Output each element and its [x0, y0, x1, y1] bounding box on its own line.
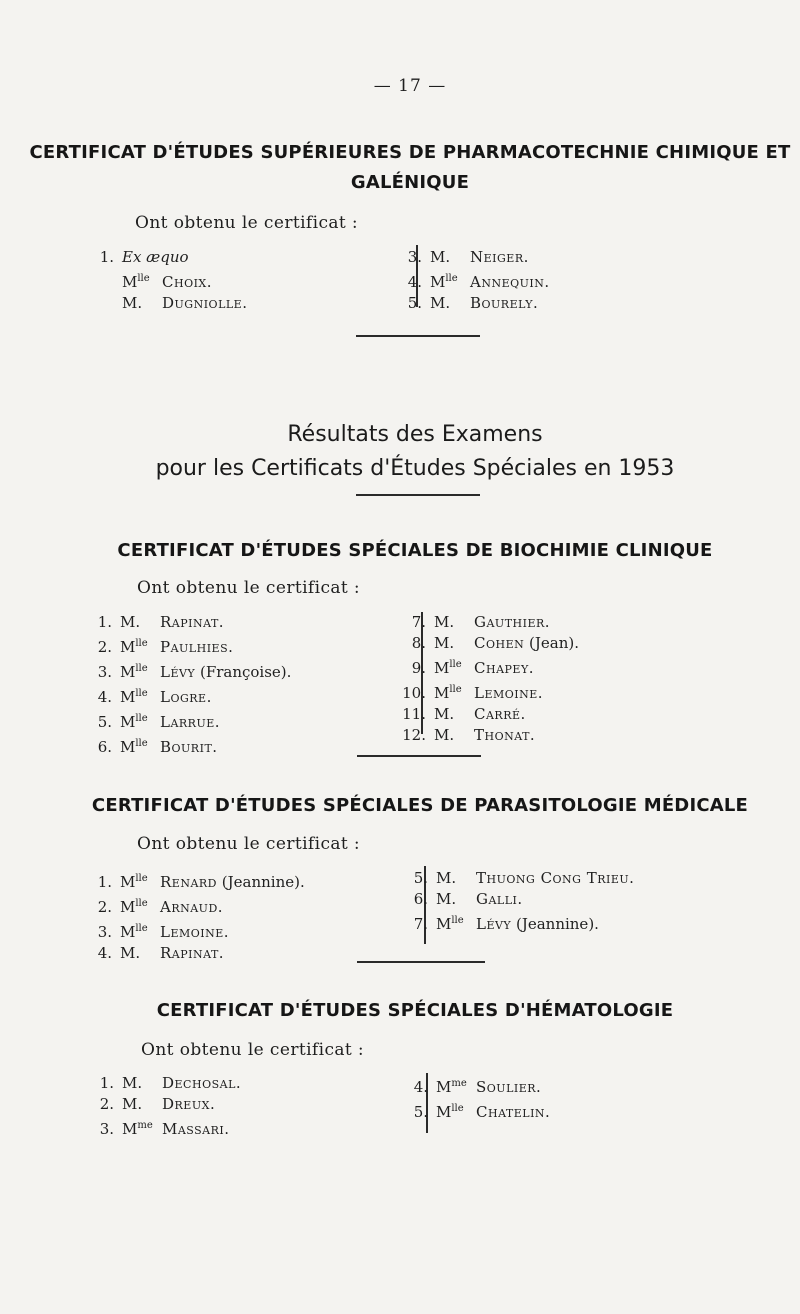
list-item: [88, 1073, 241, 1094]
given-name: (Jeannine).: [217, 873, 305, 891]
separator-rule: [357, 961, 485, 963]
item-number: 5.: [407, 294, 422, 312]
honorific: M.: [120, 944, 141, 962]
person-name: Bourit.: [160, 738, 218, 756]
left-list: [86, 868, 305, 964]
person-name: Paulhies.: [160, 638, 234, 656]
honorific: $M^{lle}$: [434, 684, 462, 702]
list-item: [402, 889, 634, 910]
list-item: [402, 1073, 550, 1098]
section-title-hematologie: CERTIFICAT D'ÉTUDES SPÉCIALES D'HÉMATOLOGIE: [156, 1000, 674, 1021]
list-item: [396, 293, 550, 314]
person-name: Lemoine.: [474, 684, 544, 702]
item-number: 1.: [99, 248, 114, 266]
item-number: 10.: [402, 684, 426, 702]
honorific: M.: [434, 613, 455, 631]
honorific: M.: [430, 294, 451, 312]
honorific: M.: [436, 890, 457, 908]
person-name: Chatelin.: [476, 1103, 551, 1121]
item-number: 3.: [99, 1120, 114, 1138]
item-number: 4.: [97, 944, 112, 962]
list-item: [86, 708, 291, 733]
list-item: [400, 725, 579, 746]
obtenu-label: Ont obtenu le certificat :: [135, 213, 359, 233]
honorific: $M^{lle}$: [120, 738, 148, 756]
left-list: [88, 1073, 241, 1140]
person-name: Dugniolle.: [162, 294, 248, 312]
item-number: 8.: [411, 634, 426, 652]
item-number: 4.: [407, 273, 422, 291]
item-number: 7.: [411, 613, 426, 631]
honorific: $M^{lle}$: [122, 273, 150, 291]
item-number: 6.: [97, 738, 112, 756]
honorific: $M^{lle}$: [120, 638, 148, 656]
person-name: Lemoine.: [160, 923, 230, 941]
list-item: [88, 1115, 241, 1140]
person-name: Annequin.: [470, 273, 550, 291]
list-item: [88, 1094, 241, 1115]
person-name: Carré.: [474, 705, 526, 723]
item-number: 4.: [97, 688, 112, 706]
item-number: 12.: [402, 726, 426, 744]
list-item: [86, 893, 305, 918]
item-number: 3.: [407, 248, 422, 266]
honorific: M.: [436, 869, 457, 887]
list-item: [86, 612, 291, 633]
list-item: [88, 268, 247, 293]
list-item: [400, 704, 579, 725]
honorific: $M^{lle}$: [120, 688, 148, 706]
person-name: Choix.: [162, 273, 213, 291]
person-name: Thuong Cong Trieu.: [476, 869, 635, 887]
honorific: $M^{lle}$: [430, 273, 458, 291]
results-heading-line2: pour les Certificats d'Études Spéciales en 1953: [155, 456, 675, 481]
list-item: [402, 910, 634, 935]
item-number: 5.: [97, 713, 112, 731]
honorific: $M^{lle}$: [120, 663, 148, 681]
list-item: [86, 868, 305, 893]
obtenu-label: Ont obtenu le certificat :: [137, 578, 361, 598]
list-item: [86, 658, 291, 683]
list-item: [86, 633, 291, 658]
list-item: [400, 654, 579, 679]
honorific: M.: [120, 613, 141, 631]
item-number: 1.: [99, 1074, 114, 1092]
given-name: (Jeannine).: [511, 915, 599, 933]
page-number: — 17 —: [373, 76, 447, 96]
item-number: 1.: [97, 873, 112, 891]
left-list: [88, 247, 247, 314]
person-name: Bourely.: [470, 294, 539, 312]
person-name: Thonat.: [474, 726, 536, 744]
honorific: M.: [430, 248, 451, 266]
honorific: M.: [434, 705, 455, 723]
right-list: [402, 1073, 550, 1123]
right-list: [400, 612, 579, 746]
person-name: Larrue.: [160, 713, 221, 731]
left-list: [86, 612, 291, 758]
person-name: Cohen: [474, 634, 525, 652]
item-number: 2.: [97, 898, 112, 916]
honorific: $M^{lle}$: [120, 873, 148, 891]
list-item: [400, 612, 579, 633]
item-number: 1.: [97, 613, 112, 631]
person-name: Chapey.: [474, 659, 534, 677]
person-name: Rapinat.: [160, 613, 225, 631]
item-number: 6.: [413, 890, 428, 908]
item-number: 5.: [413, 1103, 428, 1121]
person-name: Logre.: [160, 688, 212, 706]
person-name: Ex æquo: [122, 248, 189, 266]
list-item: [402, 868, 634, 889]
person-name: Lévy: [160, 663, 196, 681]
right-list: [396, 247, 550, 314]
list-item: [396, 247, 550, 268]
list-item: [88, 247, 247, 268]
item-number: 9.: [411, 659, 426, 677]
list-item: [86, 918, 305, 943]
right-list: [402, 868, 634, 935]
honorific: M.: [434, 634, 455, 652]
section-title-biochimie: CERTIFICAT D'ÉTUDES SPÉCIALES DE BIOCHIMIE CLINIQUE: [117, 540, 713, 561]
person-name: Gauthier.: [474, 613, 551, 631]
honorific: $M^{lle}$: [120, 923, 148, 941]
list-item: [400, 633, 579, 654]
person-name: Dechosal.: [162, 1074, 242, 1092]
list-item: [400, 679, 579, 704]
list-item: [88, 293, 247, 314]
list-item: [396, 268, 550, 293]
item-number: 11.: [402, 705, 426, 723]
obtenu-label: Ont obtenu le certificat :: [137, 834, 361, 854]
person-name: Dreux.: [162, 1095, 216, 1113]
item-number: 2.: [97, 638, 112, 656]
item-number: 7.: [413, 915, 428, 933]
given-name: (Jean).: [524, 634, 579, 652]
honorific: M.: [122, 1095, 143, 1113]
person-name: Soulier.: [476, 1078, 542, 1096]
item-number: 3.: [97, 663, 112, 681]
person-name: Galli.: [476, 890, 523, 908]
person-name: Arnaud.: [160, 898, 224, 916]
person-name: Lévy: [476, 915, 512, 933]
obtenu-label: Ont obtenu le certificat :: [141, 1040, 365, 1060]
section-title-pharmacotechnie: CERTIFICAT D'ÉTUDES SUPÉRIEURES DE PHARMACOTECHNIE CHIMIQUE ET GALÉNIQUE: [29, 142, 791, 193]
honorific: $M^{lle}$: [120, 713, 148, 731]
honorific: M.: [122, 294, 143, 312]
honorific: M.: [434, 726, 455, 744]
item-number: 2.: [99, 1095, 114, 1113]
honorific: $M^{lle}$: [120, 898, 148, 916]
honorific: $M^{lle}$: [436, 1103, 464, 1121]
list-item: [402, 1098, 550, 1123]
list-item: [86, 943, 305, 964]
list-item: [86, 683, 291, 708]
item-number: 5.: [413, 869, 428, 887]
given-name: (Françoise).: [195, 663, 292, 681]
results-heading-line1: Résultats des Examens: [287, 422, 543, 447]
honorific: $M^{me}$: [436, 1078, 467, 1096]
honorific: M.: [122, 1074, 143, 1092]
person-name: Massari.: [162, 1120, 230, 1138]
list-item: [86, 733, 291, 758]
honorific: $M^{lle}$: [436, 915, 464, 933]
person-name: Rapinat.: [160, 944, 225, 962]
person-name: Renard: [160, 873, 217, 891]
item-number: 4.: [413, 1078, 428, 1096]
person-name: Neiger.: [470, 248, 529, 266]
honorific: $M^{lle}$: [434, 659, 462, 677]
section-title-parasitologie: CERTIFICAT D'ÉTUDES SPÉCIALES DE PARASITOLOGIE MÉDICALE: [91, 795, 749, 816]
honorific: $M^{me}$: [122, 1120, 153, 1138]
item-number: 3.: [97, 923, 112, 941]
separator-rule: [356, 494, 480, 496]
separator-rule: [357, 755, 481, 757]
separator-rule: [356, 335, 480, 337]
